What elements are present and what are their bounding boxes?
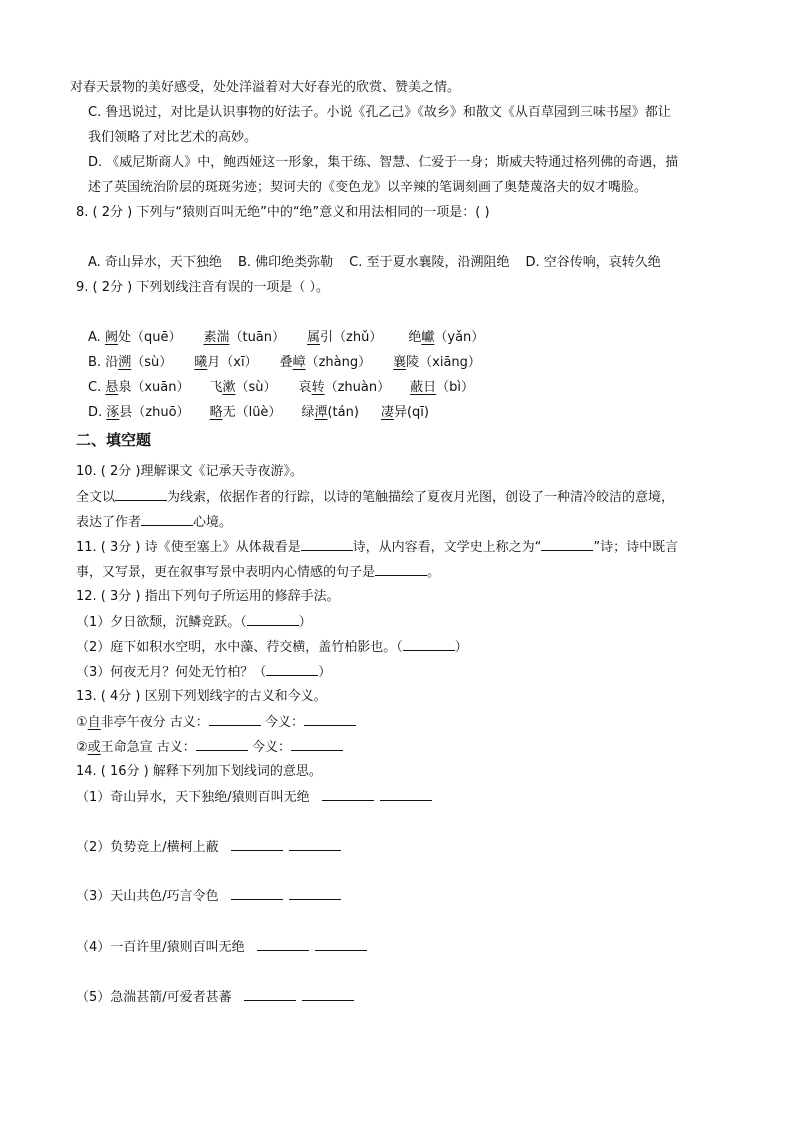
question-11-line-1: 11. ( 3分 ) 诗《使至塞上》从体裁看是 诗，从内容看，文学史上称之为“ ”诗；诗中既言 — [76, 537, 678, 558]
answer-blank[interactable] — [231, 837, 283, 851]
question-9-stem: 9. ( 2分 ) 下列划线注音有误的一项是（ ）。 — [76, 280, 329, 295]
answer-blank[interactable] — [266, 662, 318, 676]
section-heading: 二、填空题 — [76, 431, 152, 449]
answer-blank[interactable] — [231, 886, 283, 900]
answer-blank[interactable] — [322, 787, 374, 801]
option-d-text: D. 《威尼斯商人》中，鲍西娅这一形象，集干练、智慧、仁爱于一身；斯威夫特通过格列佛的奇遇，描 — [88, 155, 679, 170]
answer-blank[interactable] — [141, 512, 193, 526]
answer-blank[interactable] — [289, 886, 341, 900]
question-12-stem: 12. ( 3分 ) 指出下列句子所运用的修辞手法。 — [76, 589, 340, 604]
question-14-item-4: （4）一百许里/猿则百叫无绝 — [76, 937, 367, 958]
question-14-item-3: （3）天山共色/巧言令色 — [76, 886, 341, 907]
option-b[interactable]: B. 佛印绝类弥勒 — [237, 255, 334, 270]
question-10-line-2: 表达了作者 心境。 — [76, 512, 232, 533]
question-13-item-1: ①自非亭午夜分 古义： 今义： — [76, 712, 356, 733]
option-d[interactable]: D. 空谷传响，哀转久绝 — [525, 255, 661, 270]
answer-blank[interactable] — [302, 987, 354, 1001]
answer-blank[interactable] — [115, 487, 167, 501]
answer-blank[interactable] — [304, 712, 356, 726]
paragraph-line: 我们领略了对比艺术的高妙。 — [88, 130, 258, 145]
option-c-text: C. 鲁迅说过，对比是认识事物的好法子。小说《孔乙己》《故乡》和散文《从百草园到三味书屋》都让 — [88, 105, 671, 120]
answer-blank[interactable] — [380, 787, 432, 801]
question-9-option-c[interactable]: C. 悬泉（xuān） 飞漱（sù） 哀转（zhuàn） 蔽日（bì） — [88, 380, 474, 395]
paragraph-line: 对春天景物的美好感受，处处洋溢着对大好春光的欣赏、赞美之情。 — [70, 80, 461, 95]
question-8-stem: 8. ( 2分 ) 下列与“猿则百叫无绝”中的“绝”意义和用法相同的一项是：( ) — [76, 205, 490, 220]
question-9-option-d[interactable]: D. 涿县（zhuō） 略无（lüè） 绿潭(tán) 凄异(qī) — [88, 405, 429, 420]
question-14-stem: 14. ( 16分 ) 解释下列加下划线词的意思。 — [76, 764, 322, 779]
question-13-stem: 13. ( 4分 ) 区别下列划线字的古义和今义。 — [76, 689, 327, 704]
question-11-line-2: 事，又写景，更在叙事写景中表明内心情感的句子是 。 — [76, 562, 440, 583]
answer-blank[interactable] — [315, 937, 367, 951]
answer-blank[interactable] — [291, 737, 343, 751]
question-9-option-a[interactable]: A. 阙处（quē） 素湍（tuān） 属引（zhǔ） 绝巘（yǎn） — [88, 330, 485, 345]
answer-blank[interactable] — [375, 562, 427, 576]
question-14-item-5: （5）急湍甚箭/可爱者甚蕃 — [76, 987, 354, 1008]
option-c[interactable]: C. 至于夏水襄陵，沿溯阻绝 — [349, 255, 510, 270]
question-12-item-1: （1）夕日欲颓，沉鳞竞跃。（ ） — [76, 612, 312, 633]
question-10-stem: 10. ( 2分 )理解课文《记承天寺夜游》。 — [76, 464, 303, 479]
answer-blank[interactable] — [196, 737, 248, 751]
answer-blank[interactable] — [541, 537, 593, 551]
paragraph-line: 述了英国统治阶层的斑斑劣迹；契诃夫的《变色龙》以辛辣的笔调刻画了奥楚蔑洛夫的奴才嘴脸。 — [88, 180, 648, 195]
question-12-item-3: （3）何夜无月？何处无竹柏？（ ） — [76, 662, 331, 683]
question-12-item-2: （2）庭下如积水空明，水中藻、荇交横，盖竹柏影也。（ ） — [76, 637, 468, 658]
answer-blank[interactable] — [257, 937, 309, 951]
question-14-item-2: （2）负势竞上/横柯上蔽 — [76, 837, 341, 858]
answer-blank[interactable] — [209, 712, 261, 726]
question-14-item-1: （1）奇山异水，天下独绝/猿则百叫无绝 — [76, 787, 432, 808]
option-a[interactable]: A. 奇山异水，天下独绝 — [88, 255, 222, 270]
answer-blank[interactable] — [244, 987, 296, 1001]
question-13-item-2: ②或王命急宣 古义： 今义： — [76, 737, 343, 758]
answer-blank[interactable] — [247, 612, 299, 626]
question-9-option-b[interactable]: B. 沿溯（sù） 曦月（xī） 叠嶂（zhàng） 襄陵（xiāng） — [88, 355, 481, 370]
answer-blank[interactable] — [403, 637, 455, 651]
question-8-options — [88, 253, 661, 273]
answer-blank[interactable] — [301, 537, 353, 551]
answer-blank[interactable] — [289, 837, 341, 851]
question-10-line-1: 全文以 为线索，依据作者的行踪，以诗的笔触描绘了夏夜月光图，创设了一种清冷皎洁的意境， — [76, 487, 674, 508]
